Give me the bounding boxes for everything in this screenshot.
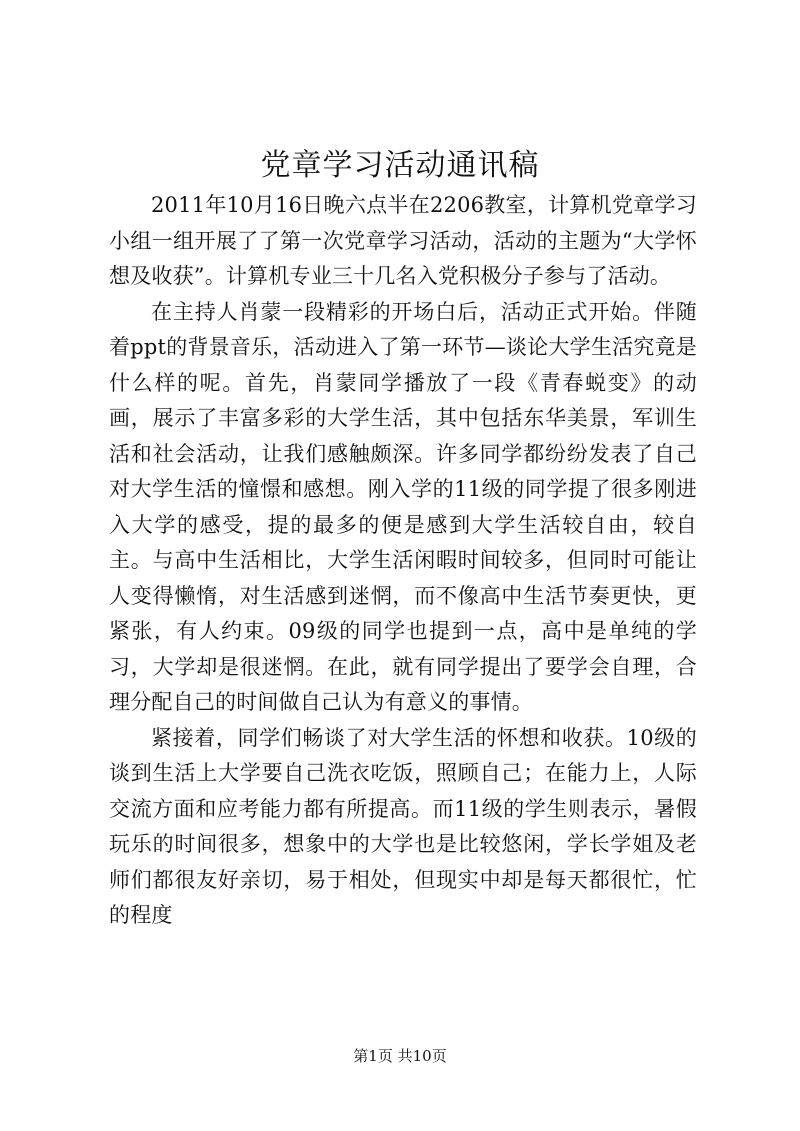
page-title: 党章学习活动通讯稿: [260, 148, 540, 183]
paragraph-3: 紧接着，同学们畅谈了对大学生活的怀想和收获。10级的谈到生活上大学要自己洗衣吃饭，照顾自己；在能力上，人际交流方面和应考能力都有所提高。而11级的学生则表示，暑假玩乐的时间很多，想象中的大学也是比较悠闲，学长学姐及老师们都很友好亲切，易于相处，但现实中却是每天都很忙，忙的程度: [109, 725, 697, 927]
page-footer: 第1页 共10页: [353, 1047, 447, 1065]
document-body: [109, 188, 697, 934]
paragraph-1: 2011年10月16日晚六点半在2206教室，计算机党章学习小组一组开展了了第一次党章学习活动，活动的主题为“大学怀想及收获”。计算机专业三十几名入党积极分子参与了活动。: [109, 193, 697, 288]
paragraph-2: 在主持人肖蒙一段精彩的开场白后，活动正式开始。伴随着ppt的背景音乐，活动进入了第一环节—谈论大学生活究竟是什么样的呢。首先，肖蒙同学播放了一段《青春蜕变》的动画，展示了丰富多彩的大学生活，其中包括东华美景，军训生活和社会活动，让我们感触颇深。许多同学都纷纷发表了自己对大学生活的憧憬和感想。刚入学的11级的同学提了很多刚进入大学的感受，提的最多的便是感到大学生活较自由，较自主。与高中生活相比，大学生活闲暇时间较多，但同时可能让人变得懒惰，对生活感到迷惘，而不像高中生活节奏更快，更紧张，有人约束。09级的同学也提到一点，高中是单纯的学习，大学却是很迷惘。在此，就有同学提出了要学会自理，合理分配自己的时间做自己认为有意义的事情。: [109, 299, 697, 714]
